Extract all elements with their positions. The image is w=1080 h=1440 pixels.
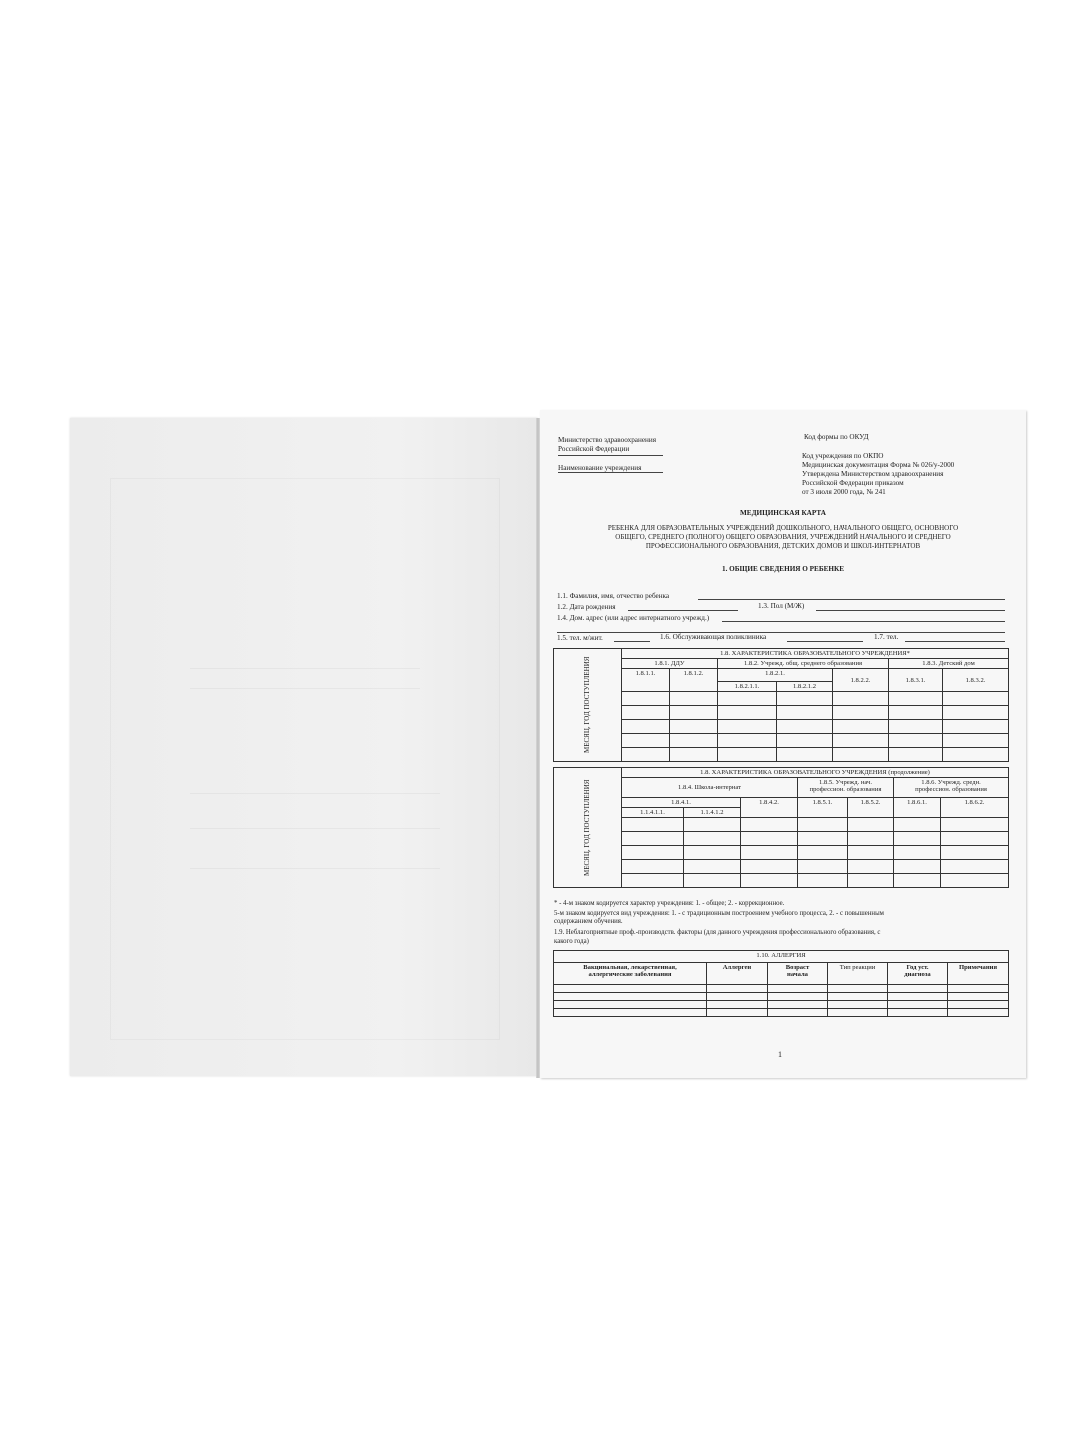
show-through-line (190, 793, 440, 794)
column-group (798, 778, 894, 798)
field-sex-label: 1.3. Пол (М/Ж) (758, 602, 805, 610)
column-group: 1.8.2. Учрежд. общ. среднего образования (718, 659, 889, 669)
document-subtitle-2: ОБЩЕГО, СРЕДНЕГО (ПОЛНОГО) ОБЩЕГО ОБРАЗОВАНИЯ, УЧРЕЖДЕНИЙ НАЧАЛЬНОГО И СРЕДНЕГО (615, 533, 951, 541)
form-line-3: Российской Федерации приказом (802, 479, 904, 487)
document-subtitle-1: РЕБЕНКА ДЛЯ ОБРАЗОВАТЕЛЬНЫХ УЧРЕЖДЕНИЙ ДОШКОЛЬНОГО, НАЧАЛЬНОГО ОБЩЕГО, ОСНОВНОГО (607, 524, 959, 532)
document-title: МЕДИЦИНСКАЯ КАРТА (740, 509, 826, 517)
left-page (70, 418, 538, 1076)
okpo-label: Код учреждения по ОКПО (802, 452, 884, 460)
ministry-line-1: Министерство здравоохранения (558, 436, 657, 444)
form-line-1: Медицинская документация Форма № 026/у-2000 (802, 461, 955, 469)
column-group: 1.8.4. Школа-интернат (622, 778, 798, 798)
allergy-table (553, 950, 1009, 1017)
column-header (888, 963, 948, 985)
column-header: 1.1.4.1.1. (622, 808, 684, 818)
field-clinic-label: 1.6. Обслуживающая поликлиника (660, 633, 767, 641)
field-full-name-line (698, 599, 1005, 600)
column-header-line: диагноза (904, 971, 931, 978)
column-header: 1.8.6.2. (941, 798, 1009, 818)
field-hazards-label-cont: какого года) (554, 938, 589, 945)
column-header: 1.8.5.1. (798, 798, 848, 818)
institution-table-continued (553, 767, 1009, 888)
column-header-line: Возраст (785, 964, 810, 971)
column-header-line: начала (787, 971, 808, 978)
column-group: 1.8.3. Детский дом (889, 659, 1009, 669)
form-page (540, 410, 1026, 1078)
field-clinic-phone-line (905, 641, 1005, 642)
show-through-line (190, 668, 420, 669)
column-group (894, 778, 1009, 798)
column-header-line: Вакцинальная, лекарственная, (583, 964, 677, 971)
field-full-name-label: 1.1. Фамилия, имя, отчество ребенка (557, 592, 670, 600)
institution-table (553, 648, 1009, 762)
field-birth-date-line (628, 610, 738, 611)
column-header: Аллерген (707, 963, 768, 985)
field-phone-label: 1.5. тел. м/жит. (557, 634, 603, 642)
admission-date-label: МЕСЯЦ, ГОД ПОСТУПЛЕНИЯ (583, 656, 591, 754)
field-clinic-phone-label: 1.7. тел. (874, 633, 899, 641)
field-hazards-label: 1.9. Неблагоприятные проф.-производств. факторы (для данного учреждения профессионального образования, с (554, 929, 881, 936)
column-header: 1.8.2.1. (718, 669, 833, 682)
show-through-line (190, 868, 440, 869)
column-header: 1.8.1.2. (670, 669, 718, 692)
field-birth-date-label: 1.2. Дата рождения (557, 603, 616, 611)
show-through-line (190, 688, 420, 689)
footnote-2-cont: содержанием обучения. (554, 918, 623, 925)
column-header: 1.8.3.2. (943, 669, 1009, 692)
column-group: 1.8.1. ДДУ (622, 659, 718, 669)
column-header (554, 963, 707, 985)
form-line-2: Утверждена Министерством здравоохранения (802, 470, 944, 478)
table-heading: 1.8. ХАРАКТЕРИСТИКА ОБРАЗОВАТЕЛЬНОГО УЧРЕЖДЕНИЯ* (622, 649, 1009, 659)
column-group-line: 1.8.5. Учрежд. нач. (818, 779, 873, 786)
column-header: Примечания (948, 963, 1009, 985)
table-side-label-cell (554, 768, 622, 888)
column-header: 1.1.4.1.2 (684, 808, 741, 818)
show-through-line (190, 828, 440, 829)
column-header: 1.8.4.1. (622, 798, 741, 808)
document-subtitle-3: ПРОФЕССИОНАЛЬНОГО ОБРАЗОВАНИЯ, ДЕТСКИХ ДОМОВ И ШКОЛ-ИНТЕРНАТОВ (645, 542, 921, 550)
field-phone-line (614, 641, 650, 642)
column-header: 1.8.2.1.1. (718, 682, 777, 692)
column-header-line: аллергические заболевания (588, 971, 672, 978)
field-clinic-line (787, 641, 863, 642)
allergy-heading: 1.10. АЛЛЕРГИЯ (554, 951, 1009, 963)
column-header: 1.8.2.2. (833, 669, 889, 692)
field-address-label: 1.4. Дом. адрес (или адрес интернатного учрежд.) (557, 614, 710, 622)
left-page-frame (110, 478, 500, 1040)
field-sex-line (816, 610, 1005, 611)
column-header: 1.8.5.2. (848, 798, 894, 818)
footnote-2: 5-м знаком кодируется вид учреждения: 1. - с традиционным построением учебного процесса, 2. - с повышенным (554, 910, 884, 917)
column-header: 1.8.6.1. (894, 798, 941, 818)
table-heading: 1.8. ХАРАКТЕРИСТИКА ОБРАЗОВАТЕЛЬНОГО УЧРЕЖДЕНИЯ (продолжение) (622, 768, 1009, 778)
column-group-line: 1.8.6. Учрежд. средн. (921, 779, 981, 786)
ministry-line-2: Российской Федерации (558, 445, 630, 453)
table-side-label-cell (554, 649, 622, 762)
institution-name-label: Наименование учреждения (558, 464, 642, 472)
field-address-line-2 (557, 632, 1005, 633)
column-header-line: Год уст. (906, 964, 929, 971)
underline (558, 455, 663, 456)
underline (558, 472, 663, 473)
page-number: 1 (778, 1050, 782, 1059)
column-header: 1.8.2.1.2 (777, 682, 833, 692)
field-address-line (722, 621, 1005, 622)
form-line-4: от 3 июля 2000 года, № 241 (802, 488, 886, 496)
column-header (768, 963, 828, 985)
footnote-1: * - 4-м знаком кодируется характер учреждения: 1. - общее; 2. - коррекционное. (554, 900, 785, 907)
column-header: Тип реакции (828, 963, 888, 985)
column-header: 1.8.1.1. (622, 669, 670, 692)
column-group-line: профессион. образования (915, 786, 987, 793)
admission-date-label: МЕСЯЦ, ГОД ПОСТУПЛЕНИЯ (583, 779, 591, 876)
okud-label: Код формы по ОКУД (804, 433, 869, 441)
column-header: 1.8.3.1. (889, 669, 943, 692)
column-header: 1.8.4.2. (741, 798, 798, 818)
section-heading: 1. ОБЩИЕ СВЕДЕНИЯ О РЕБЕНКЕ (721, 565, 844, 573)
column-group-line: профессион. образования (809, 786, 882, 793)
